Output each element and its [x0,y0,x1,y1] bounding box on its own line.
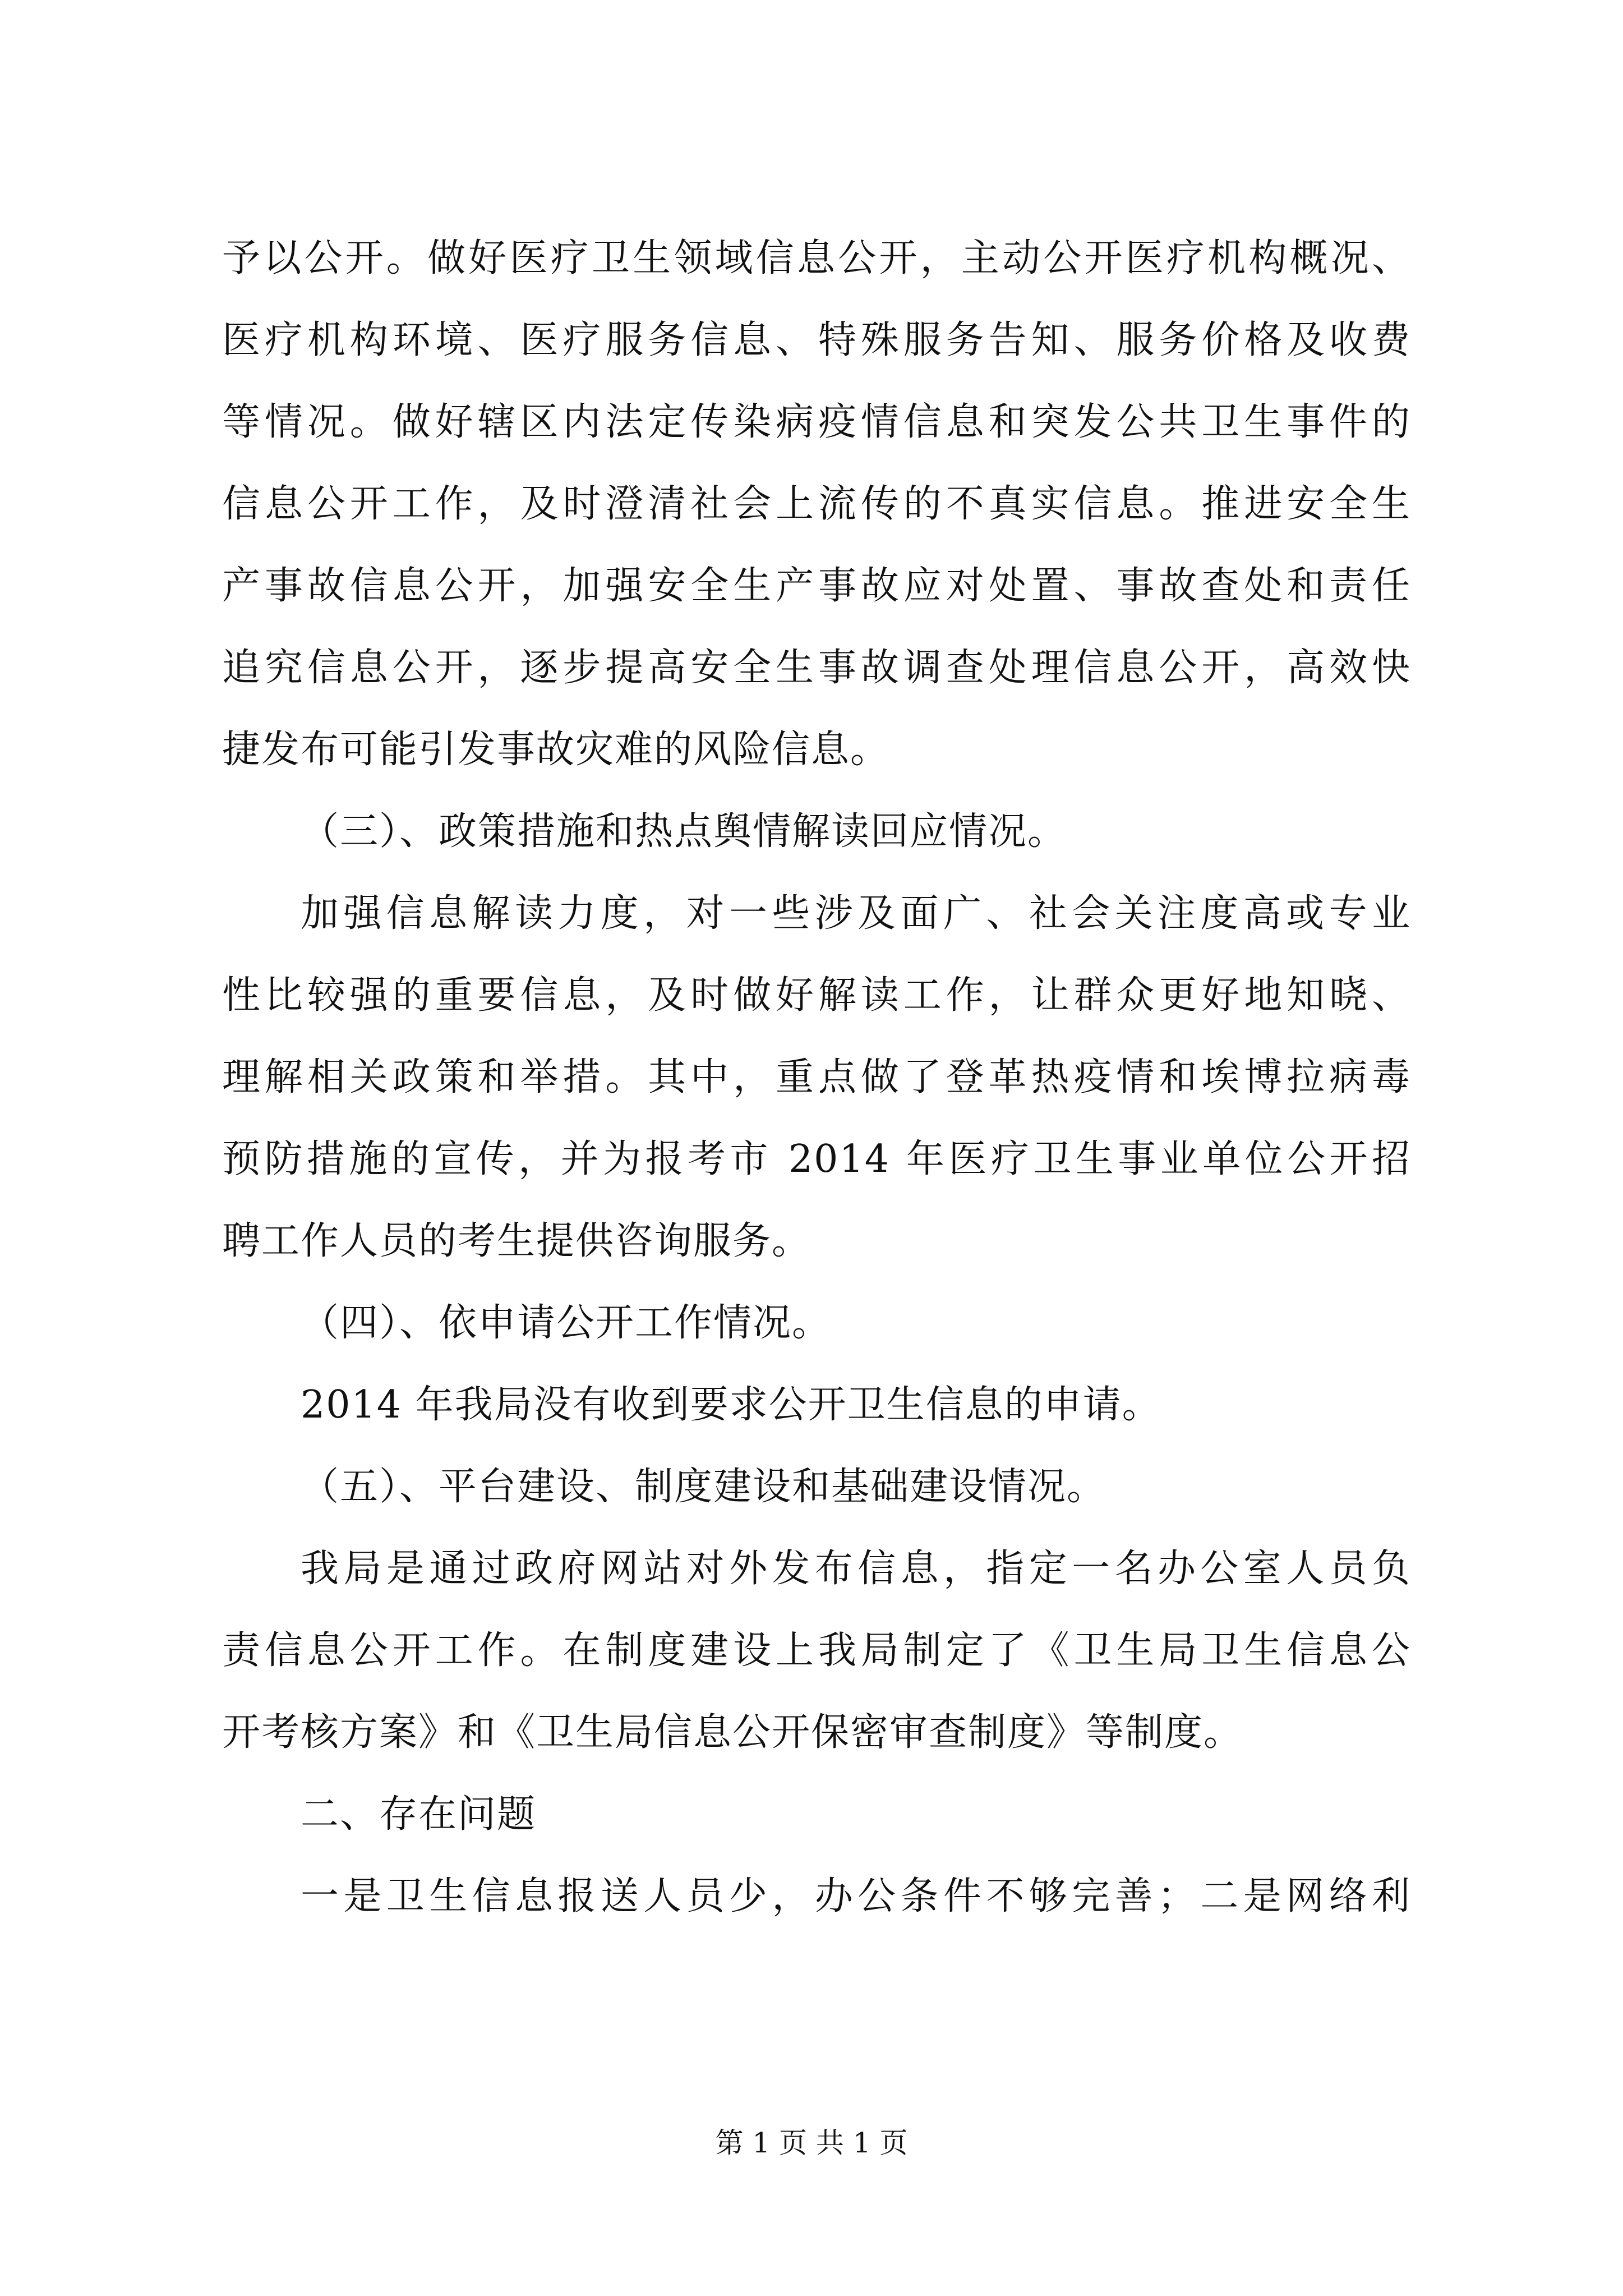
page-footer: 第 1 页 共 1 页 [715,2127,908,2159]
text-line: 追究信息公开，逐步提高安全生事故调查处理信息公开，高效快 [222,646,1411,690]
text-line: 产事故信息公开，加强安全生产事故应对处置、事故查处和责任 [222,564,1411,608]
text-line: 预防措施的宣传，并为报考市 2014 年医疗卫生事业单位公开招 [222,1137,1411,1181]
text-line: 捷发布可能引发事故灾难的风险信息。 [222,728,890,772]
text-line: 二、存在问题 [301,1792,537,1837]
document-body [222,218,1411,1938]
text-line: （三）、政策措施和热点舆情解读回应情况。 [301,809,1067,854]
text-line: （五）、平台建设、制度建设和基础建设情况。 [301,1465,1106,1509]
text-line: 聘工作人员的考生提供咨询服务。 [222,1219,811,1263]
text-line: 信息公开工作，及时澄清社会上流传的不真实信息。推进安全生 [222,482,1411,526]
text-line: 理解相关政策和举措。其中，重点做了登革热疫情和埃博拉病毒 [222,1055,1411,1099]
text-line: 我局是通过政府网站对外发布信息，指定一名办公室人员负 [301,1547,1411,1591]
text-line: 一是卫生信息报送人员少，办公条件不够完善；二是网络利 [301,1874,1411,1918]
text-line: 医疗机构环境、医疗服务信息、特殊服务告知、服务价格及收费 [222,318,1411,362]
text-line: 2014 年我局没有收到要求公开卫生信息的申请。 [301,1383,1161,1427]
text-line: 责信息公开工作。在制度建设上我局制定了《卫生局卫生信息公 [222,1628,1411,1673]
text-line: 性比较强的重要信息，及时做好解读工作，让群众更好地知晓、 [222,973,1411,1018]
text-line: （四）、依申请公开工作情况。 [301,1301,832,1345]
text-line: 开考核方案》和《卫生局信息公开保密审查制度》等制度。 [222,1710,1243,1755]
text-line: 等情况。做好辖区内法定传染病疫情信息和突发公共卫生事件的 [222,400,1411,444]
text-line: 加强信息解读力度，对一些涉及面广、社会关注度高或专业 [301,891,1411,936]
text-line: 予以公开。做好医疗卫生领域信息公开，主动公开医疗机构概况、 [222,236,1411,280]
